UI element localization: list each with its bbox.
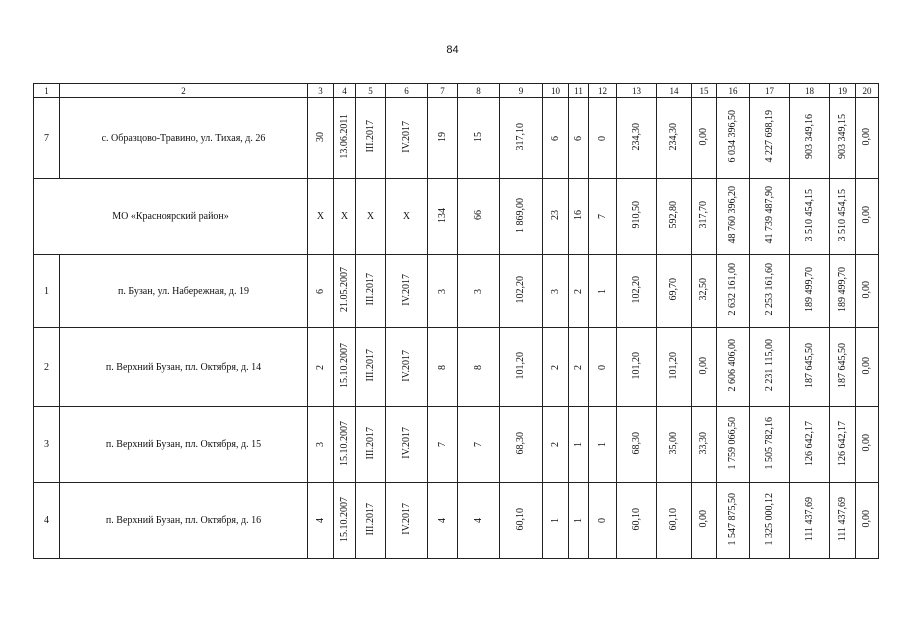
cell-value: 7 <box>596 214 608 219</box>
cell-value: 4 <box>472 518 484 523</box>
row-address: п. Верхний Бузан, пл. Октября, д. 15 <box>60 407 308 483</box>
cell-value: 0,00 <box>861 510 872 528</box>
row-number: 2 <box>34 328 60 407</box>
cell-value: 0,00 <box>861 280 872 299</box>
table-row <box>34 407 879 483</box>
cell-value: 19 <box>436 131 448 142</box>
cell-value: 2 <box>549 442 561 447</box>
cell-value: III.2017 <box>364 349 376 382</box>
cell-value: IV.2017 <box>400 120 412 153</box>
column-header: 15 <box>692 84 717 98</box>
cell-value: 3 <box>436 288 448 294</box>
column-header: 5 <box>356 84 386 98</box>
cell-value: X <box>340 211 349 222</box>
cell-value: 187 645,50 <box>803 343 815 388</box>
cell-value: III.2017 <box>364 502 376 536</box>
cell-value: 2 632 161,00 <box>727 263 738 316</box>
cell-value: III.2017 <box>364 426 376 460</box>
cell-value: 0,00 <box>861 127 872 146</box>
cell-value: 3 510 454,15 <box>803 188 815 242</box>
row-number: 4 <box>34 483 60 559</box>
cell-value: 6 034 396,50 <box>727 110 738 163</box>
cell-value: 0,00 <box>861 356 872 375</box>
cell-value: 15.10.2007 <box>338 420 350 466</box>
row-number: 1 <box>34 255 60 328</box>
cell-value: 0,00 <box>698 127 709 146</box>
cell-value: 1 <box>596 442 608 447</box>
cell-value: 187 645,50 <box>836 343 848 388</box>
column-header: 6 <box>386 84 428 98</box>
cell-value: 1 <box>549 518 561 523</box>
cell-value: 60,10 <box>630 507 642 531</box>
table-row <box>34 328 879 407</box>
column-header: 7 <box>428 84 458 98</box>
cell-value: 0 <box>596 518 608 523</box>
column-header: 11 <box>569 84 589 98</box>
cell-value: 3 <box>472 288 484 294</box>
cell-value: 21.05.2007 <box>338 267 350 312</box>
cell-value: 60,10 <box>515 507 526 531</box>
column-header: 12 <box>589 84 617 98</box>
cell-value: 0 <box>596 135 608 141</box>
column-header: 14 <box>657 84 692 98</box>
cell-value: 7 <box>472 442 484 447</box>
column-header: 13 <box>617 84 657 98</box>
cell-value: III.2017 <box>364 273 376 306</box>
cell-value: 1 759 066,50 <box>727 416 738 470</box>
cell-value: 1 505 782,16 <box>763 416 775 470</box>
column-header: 10 <box>543 84 569 98</box>
cell-value: 3 510 454,15 <box>836 188 848 242</box>
cell-value: 2 <box>572 364 584 370</box>
cell-value: 910,50 <box>630 201 642 229</box>
cell-value: 189 499,70 <box>803 267 815 312</box>
cell-value: 1 869,00 <box>515 197 526 233</box>
cell-value: III.2017 <box>364 120 376 153</box>
summary-row <box>34 179 879 255</box>
row-number: 7 <box>34 98 60 179</box>
cell-value: 4 <box>314 518 326 523</box>
column-header: 20 <box>856 84 879 98</box>
cell-value: 6 <box>572 135 584 141</box>
cell-value: 102,20 <box>630 275 642 304</box>
cell-value: 48 760 396,20 <box>727 186 738 244</box>
cell-value: 15.10.2007 <box>338 343 350 388</box>
cell-value: 6 <box>549 135 561 141</box>
cell-value: 317,10 <box>515 122 526 151</box>
cell-value: 30 <box>314 131 326 142</box>
cell-value: 1 <box>596 288 608 294</box>
cell-value: 41 739 487,90 <box>763 186 775 244</box>
cell-value: 16 <box>572 210 584 220</box>
cell-value: 4 227 698,19 <box>763 110 775 163</box>
cell-value: 33,30 <box>698 431 709 455</box>
cell-value: 2 <box>314 364 326 370</box>
column-header: 18 <box>790 84 830 98</box>
cell-value: 134 <box>436 207 448 223</box>
row-address: п. Бузан, ул. Набережная, д. 19 <box>60 255 308 328</box>
column-header: 16 <box>717 84 750 98</box>
cell-value: IV.2017 <box>400 503 412 535</box>
cell-value: 2 606 406,00 <box>727 339 738 392</box>
table-row <box>34 255 879 328</box>
cell-value: 0,00 <box>861 206 872 224</box>
cell-value: 234,30 <box>630 122 642 151</box>
page-number: 84 <box>446 44 459 56</box>
cell-value: 13.06.2011 <box>338 114 350 159</box>
cell-value: 0,00 <box>698 510 709 528</box>
cell-value: 126 642,17 <box>803 420 815 466</box>
cell-value: 4 <box>436 518 448 523</box>
cell-value: 189 499,70 <box>836 267 848 312</box>
cell-value: 6 <box>314 288 326 294</box>
cell-value: IV.2017 <box>400 349 412 382</box>
column-header: 2 <box>60 84 308 98</box>
column-header: 19 <box>830 84 856 98</box>
column-header: 9 <box>500 84 543 98</box>
cell-value: 32,50 <box>698 278 709 301</box>
cell-value: 3 <box>314 442 326 447</box>
cell-value: 15 <box>472 131 484 142</box>
cell-value: 317,70 <box>698 201 709 229</box>
cell-value: 0,00 <box>861 434 872 452</box>
cell-value: 66 <box>472 210 484 220</box>
cell-value: 111 437,69 <box>836 496 848 542</box>
column-header: 3 <box>308 84 334 98</box>
cell-value: 68,30 <box>515 431 526 455</box>
row-address: п. Верхний Бузан, пл. Октября, д. 14 <box>60 328 308 407</box>
cell-value: 2 253 161,60 <box>763 263 775 316</box>
cell-value: 69,70 <box>668 278 679 301</box>
cell-value: 8 <box>472 364 484 370</box>
column-header: 8 <box>458 84 500 98</box>
cell-value: X <box>402 211 411 222</box>
cell-value: 1 325 000,12 <box>763 492 775 546</box>
cell-value: 101,20 <box>668 351 679 380</box>
cell-value: 15.10.2007 <box>338 496 350 542</box>
cell-value: 101,20 <box>630 351 642 380</box>
cell-value: 1 <box>572 518 584 523</box>
cell-value: 60,10 <box>668 507 679 531</box>
cell-value: X <box>366 211 375 222</box>
cell-value: 111 437,69 <box>803 496 815 542</box>
cell-value: 234,30 <box>668 122 679 151</box>
cell-value: 35,00 <box>668 431 679 455</box>
cell-value: 3 <box>549 288 561 294</box>
cell-value: 68,30 <box>630 431 642 455</box>
cell-value: 592,80 <box>668 201 679 229</box>
column-number-row <box>34 84 879 98</box>
cell-value: 7 <box>436 442 448 447</box>
housing-program-table <box>33 83 879 559</box>
column-header: 1 <box>34 84 60 98</box>
cell-value: 2 <box>572 288 584 294</box>
cell-value: 1 547 875,50 <box>727 492 738 546</box>
cell-value: 8 <box>436 364 448 370</box>
cell-value: 1 <box>572 442 584 447</box>
cell-value: 126 642,17 <box>836 420 848 466</box>
cell-value: 101,20 <box>515 351 526 380</box>
cell-value: 903 349,16 <box>803 114 815 159</box>
cell-value: 23 <box>549 210 561 220</box>
row-address: п. Верхний Бузан, пл. Октября, д. 16 <box>60 483 308 559</box>
cell-value: 2 <box>549 364 561 370</box>
row-address: с. Образцово-Травино, ул. Тихая, д. 26 <box>60 98 308 179</box>
table-row <box>34 483 879 559</box>
row-number: 3 <box>34 407 60 483</box>
cell-value: 903 349,15 <box>836 114 848 159</box>
cell-value: 0 <box>596 364 608 370</box>
cell-value: IV.2017 <box>400 273 412 306</box>
cell-value: 0,00 <box>698 356 709 375</box>
cell-value: X <box>316 211 325 222</box>
table-row <box>34 98 879 179</box>
cell-value: 2 231 115,00 <box>763 339 775 392</box>
column-header: 17 <box>750 84 790 98</box>
cell-value: IV.2017 <box>400 427 412 459</box>
column-header: 4 <box>334 84 356 98</box>
cell-value: 102,20 <box>515 275 526 304</box>
summary-label: МО «Красноярский район» <box>34 179 308 255</box>
